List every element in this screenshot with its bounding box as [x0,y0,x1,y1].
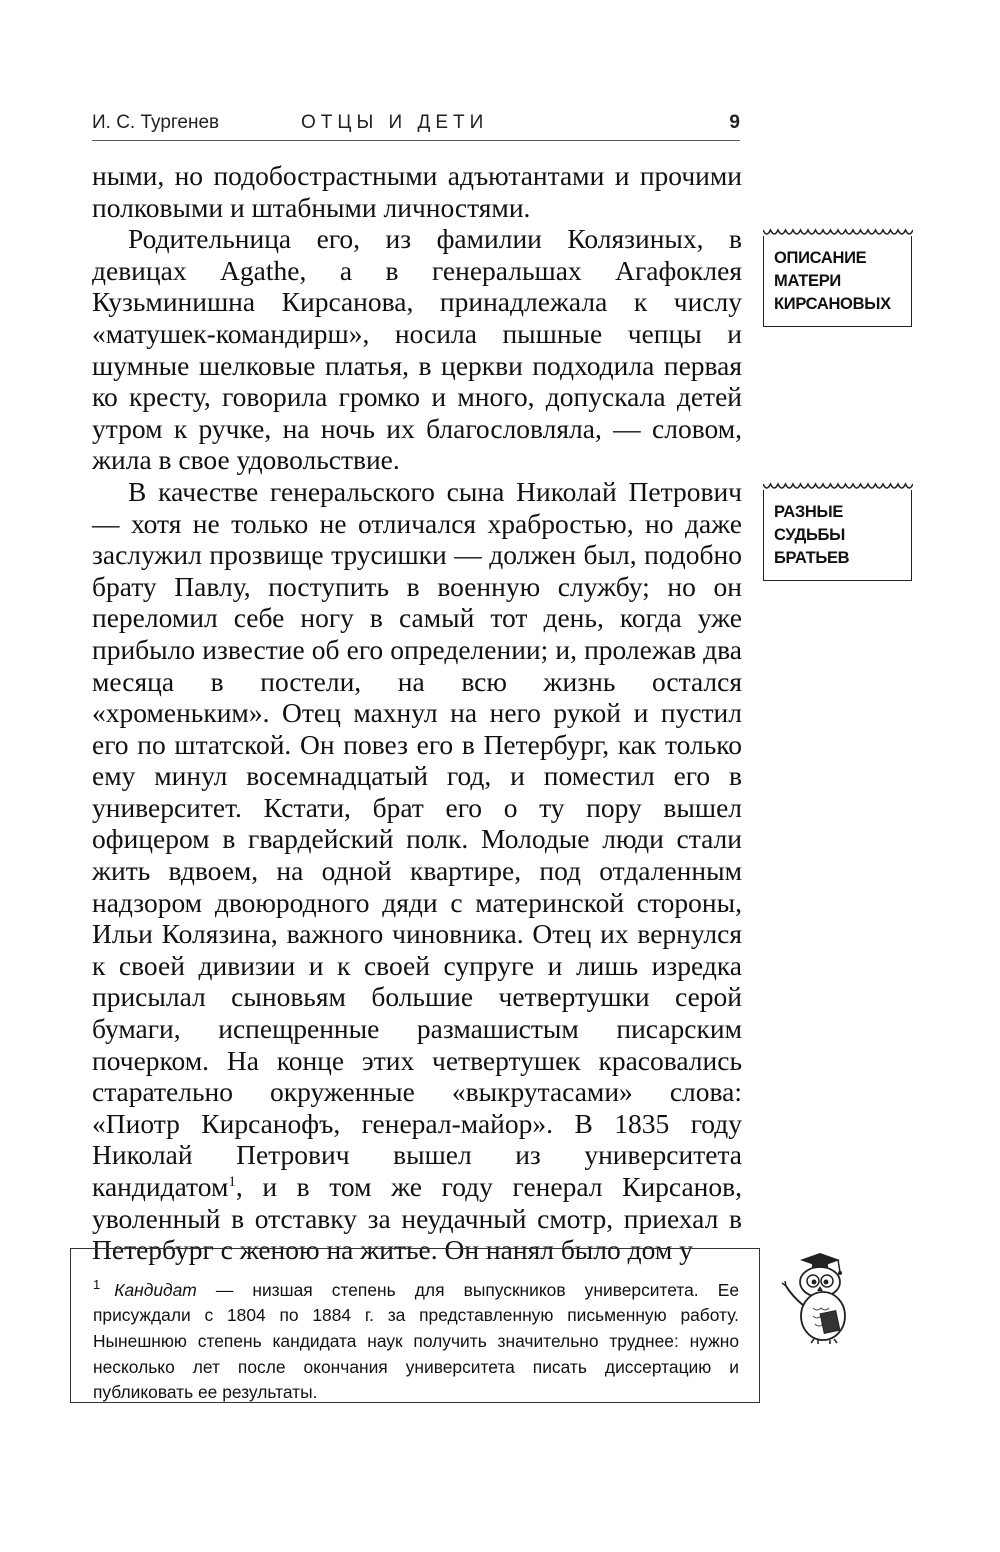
margin-note-label: РАЗНЫЕ СУДЬБЫ БРАТЬЕВ [774,503,850,567]
owl-icon [778,1250,858,1345]
paragraph-3-text: В качестве генеральского сына Николай Петрович — хотя не только не отличался храбростью, но даже заслужил прозвище трусишки — должен был, подобно брату Павлу, поступить в военную службу; но он переломил себе ногу в самый тот день, когда уже прибыло известие об его определении; и, пролежав два месяца в постели, на всю жизнь остался «хроменьким». Отец махнул на него рукой и пустил его по штатской. Он повез его в Петербург, как только ему минул восемнадцатый год, и поместил его в университет. Кстати, брат его о ту пору вышел офицером в гвардейский полк. Молодые люди стали жить вдвоем, на одной квартире, под отдаленным надзором двоюродного дяди с материнской стороны, Ильи Колязина, важного чиновника. Отец их вернулся к своей дивизии и к своей супруге и лишь изредка присылал сыновьям большие четвертушки серой бумаги, испещренные размашистым писарским почерком. На конце этих четвертушек красовались старательно окруженные «выкрутасами» слова: «Пиотр Кирсанофъ, генерал-майор». В 1835 году Николай Петрович вышел из университета кандидатом [92,475,742,1202]
footnote-ref[interactable]: 1 [228,1173,236,1190]
wavy-border-icon [763,481,913,493]
header-title: ОТЦЫ И ДЕТИ [301,112,489,133]
running-header [92,110,740,141]
paragraph-2: Родительница его, из фамилии Колязиных, в девицах Agathe, а в генеральшах Агафоклея Кузьминишна Кирсанова, принадлежала к числу «матушек-командирш», носила пышные чепцы и шумные шелковые платья, в церкви подходила первая ко кресту, говорила громко и много, допускала детей утром к ручке, на ночь их благословляла, — словом, жила в свое удовольствие. [92,223,742,476]
main-text [92,160,742,1266]
margin-note-mother [763,236,912,327]
footnote-number: 1 [93,1277,101,1292]
footnote-term: Кандидат [114,1279,197,1300]
footnote-text [93,1272,739,1406]
paragraph-3 [92,476,742,1266]
margin-note-label: ОПИСАНИЕ МАТЕРИ КИРСАНОВЫХ [774,249,891,313]
paragraph-1: ными, но подобострастными адъютантами и прочими полковыми и штабными личностями. [92,160,742,223]
wavy-border-icon [763,227,913,239]
footnote-box [70,1248,760,1403]
header-author: И. С. Тургенев [92,112,220,133]
margin-note-brothers [763,490,912,581]
page-number: 9 [729,112,740,133]
paragraph-3-continuation: , и в том же году генерал Кирсанов, уволенный в отставку за неудачный смотр, приехал в Петербург с женою на житье. Он нанял было дом у [92,1171,742,1266]
footnote-definition: — низшая степень для выпускников университета. Ее присуждали с 1804 по 1884 г. за представленную письменную работу. Нынешнюю степень кандидата наук получить значительно труднее: нужно несколько лет после окончания университета писать диссертацию и публиковать ее результаты. [93,1279,739,1403]
